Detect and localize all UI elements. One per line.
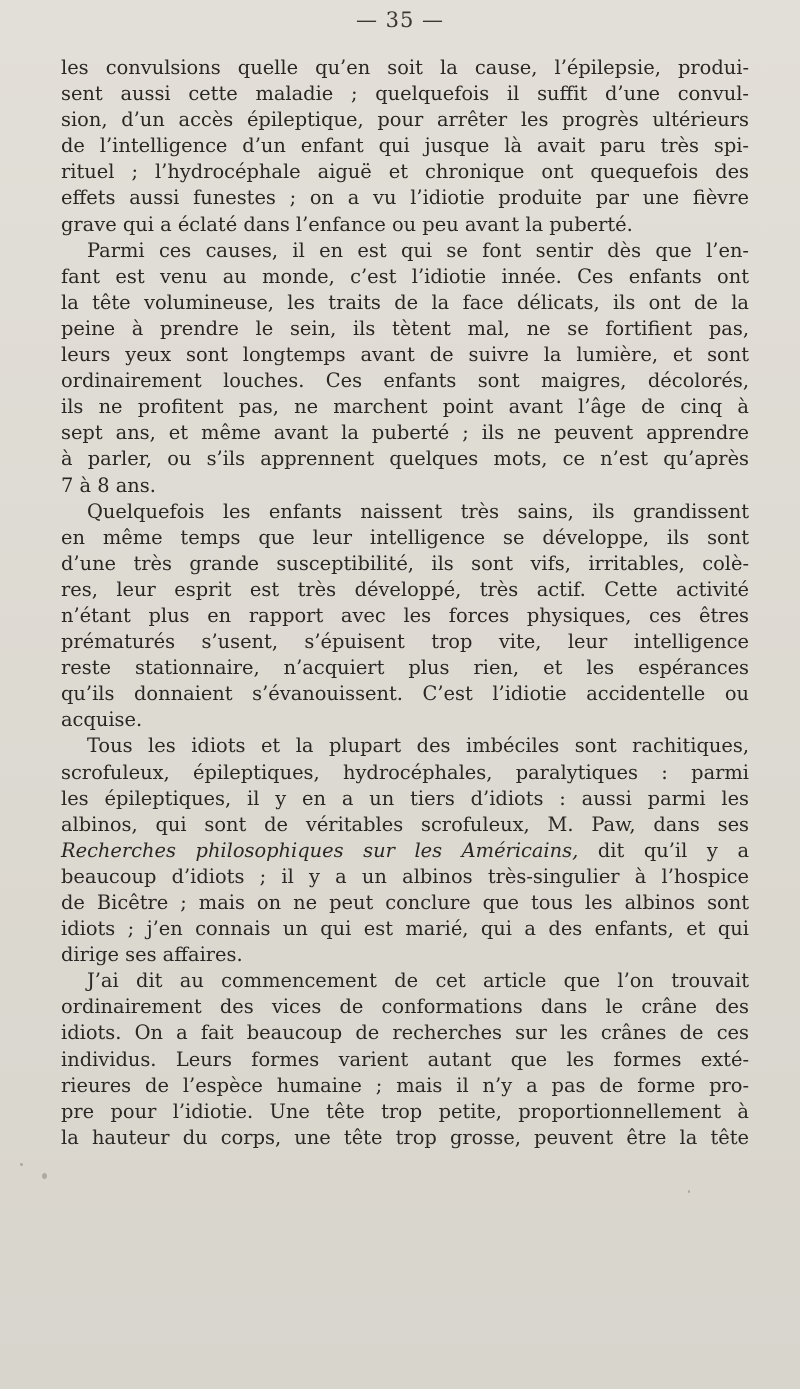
text-line: rituel ; l’hydrocéphale aiguë et chronique ont quequefois des — [61, 160, 749, 184]
paper-speck — [20, 1163, 23, 1166]
text-line: effets aussi funestes ; on a vu l’idiotie produite par une fièvre — [61, 186, 749, 210]
text-line: de Bicêtre ; mais on ne peut conclure que tous les albinos sont — [61, 891, 749, 914]
text-line: prématurés s’usent, s’épuisent trop vite, leur intelligence — [61, 630, 749, 654]
text-line: individus. Leurs formes varient autant que les formes exté- — [61, 1047, 749, 1071]
text-line: res, leur esprit est très développé, très actif. Cette activité — [61, 577, 749, 601]
text-line: ordinairement louches. Ces enfants sont maigres, décolorés, — [61, 369, 749, 393]
text-line: J’ai dit au commencement de cet article que l’on trouvait — [87, 969, 749, 993]
text-line: peine à prendre le sein, ils tètent mal, ne se fortifient pas, — [61, 316, 749, 340]
text-line: sept ans, et même avant la puberté ; ils ne peuvent apprendre — [61, 421, 749, 445]
text-line: à parler, ou s’ils apprennent quelques mots, ce n’est qu’après — [61, 447, 749, 471]
text-line: fant est venu au monde, c’est l’idiotie innée. Ces enfants ont — [61, 264, 749, 288]
text-line: 7 à 8 ans. — [61, 473, 156, 497]
text-line: en même temps que leur intelligence se développe, ils sont — [61, 525, 749, 549]
text-line: Parmi ces causes, il en est qui se font sentir dès que l’en- — [87, 238, 749, 262]
text-line: idiots. On a fait beaucoup de recherches sur les crânes de ces — [61, 1021, 749, 1045]
text-line: Quelquefois les enfants naissent très sains, ils grandissent — [87, 499, 749, 523]
text-line: n’étant plus en rapport avec les forces physiques, ces êtres — [61, 603, 749, 627]
text-line: beaucoup d’idiots ; il y a un albinos très-singulier à l’hospice — [61, 864, 749, 888]
text-line-rest: dit qu’il y a — [578, 838, 750, 862]
text-line: la tête volumineuse, les traits de la face délicats, ils ont de la — [61, 290, 749, 314]
text-line: d’une très grande susceptibilité, ils sont vifs, irritables, colè- — [61, 551, 749, 575]
book-title: Recherches philosophiques sur les Américains, — [61, 838, 579, 862]
body-text — [61, 55, 749, 1151]
text-line: grave qui a éclaté dans l’enfance ou peu avant la puberté. — [61, 212, 633, 236]
text-line: les convulsions quelle qu’en soit la cause, l’épilepsie, produi- — [61, 56, 749, 79]
text-line: ordinairement des vices de conformations dans le crâne des — [61, 995, 749, 1019]
paper-speck — [688, 1190, 690, 1193]
text-line: sion, d’un accès épileptique, pour arrêter les progrès ultérieurs — [61, 108, 749, 132]
text-line: sent aussi cette maladie ; quelquefois il suffit d’une convul- — [61, 82, 749, 106]
text-line: reste stationnaire, n’acquiert plus rien, et les espérances — [61, 656, 749, 680]
text-line: ils ne profitent pas, ne marchent point avant l’âge de cinq à — [61, 395, 749, 419]
text-line: dirige ses affaires. — [61, 943, 243, 967]
text-line: la hauteur du corps, une tête trop grosse, peuvent être la tête — [61, 1125, 749, 1149]
text-line: de l’intelligence d’un enfant qui jusque là avait paru très spi- — [61, 134, 749, 158]
paper-speck — [42, 1173, 47, 1179]
text-line: rieures de l’espèce humaine ; mais il n’y a pas de forme pro- — [61, 1073, 749, 1097]
text-line: pre pour l’idiotie. Une tête trop petite, proportionnellement à — [61, 1099, 749, 1123]
text-line: idiots ; j’en connais un qui est marié, qui a des enfants, et qui — [61, 917, 749, 941]
text-line — [61, 838, 749, 864]
text-line: Tous les idiots et la plupart des imbéciles sont rachitiques, — [87, 734, 749, 758]
page-number: — 35 — — [355, 8, 445, 32]
text-line: scrofuleux, épileptiques, hydrocéphales, paralytiques : parmi — [61, 760, 749, 784]
text-line: qu’ils donnaient s’évanouissent. C’est l’idiotie accidentelle ou — [61, 682, 749, 706]
text-line: les épileptiques, il y en a un tiers d’idiots : aussi parmi les — [61, 786, 749, 810]
text-line: leurs yeux sont longtemps avant de suivre la lumière, et sont — [61, 343, 749, 367]
text-line: acquise. — [61, 708, 143, 732]
text-line: albinos, qui sont de véritables scrofuleux, M. Paw, dans ses — [61, 812, 749, 836]
